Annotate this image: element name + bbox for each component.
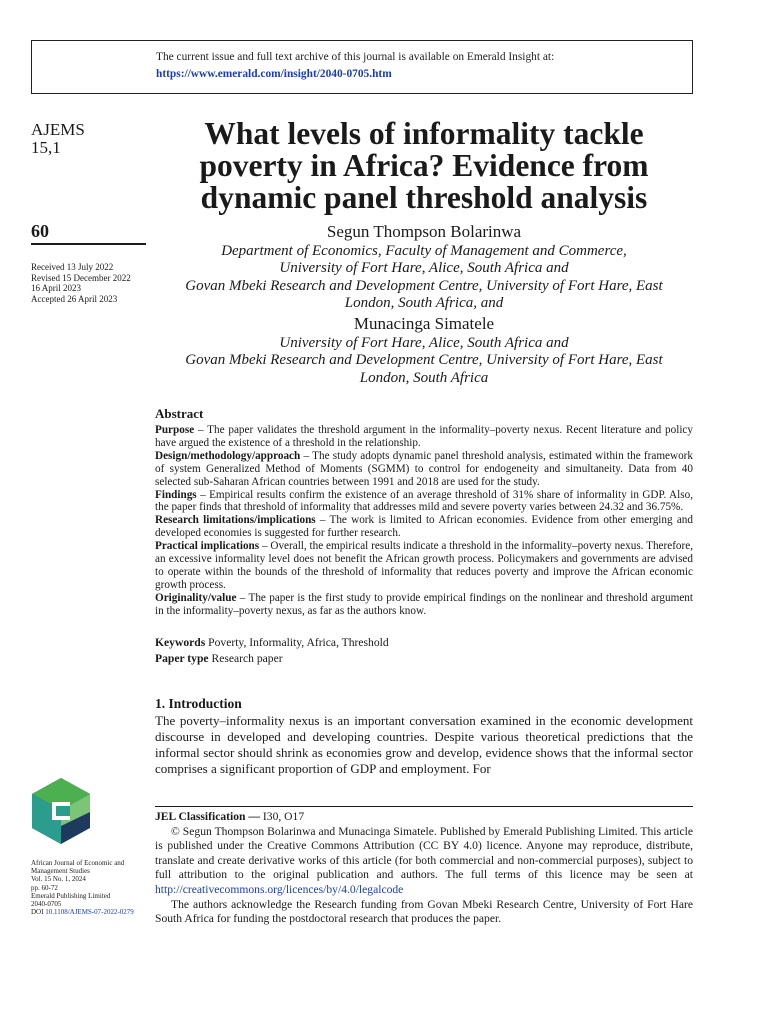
license-statement: © Segun Thompson Bolarinwa and Munacinga Simatele. Published by Emerald Publishing Limited. This article is published under the Creative Commons Attribution (CC BY 4.0) licence. Anyone may reproduce, distribute, translate and create derivative works of this article (for both commercial and non-commercial purposes), subject to full attribution to the original publication and authors. The full terms of this licence may be seen at http://creativecommons.org/licences/by/4.0/legalcode (155, 824, 693, 896)
doi-link[interactable]: 10.1108/AJEMS-07-2022-0279 (45, 908, 134, 917)
introduction-text: The poverty–informality nexus is an important conversation examined in the economic development discourse in developed and developing countries. Despite various theoretical predictions that the informal sector should shrink as economies grow and develop, evidence shows that the informal sector comprises a significant proportion of GDP and employment. For (155, 713, 693, 776)
doi: DOI 10.1108/AJEMS-07-2022-0279 (31, 908, 134, 917)
journal-link[interactable]: https://www.emerald.com/insight/2040-0705.htm (156, 68, 392, 80)
keywords: Keywords Poverty, Informality, Africa, Threshold (155, 636, 389, 649)
license-link[interactable]: http://creativecommons.org/licences/by/4.0/legalcode (155, 882, 404, 896)
abstract-findings: Findings – Empirical results confirm the existence of an average threshold of 31% share of informality in GDP. Also, the paper finds that threshold of informality that addresses mild and severe poverty varies between 24.32 and 36.75%. (155, 488, 693, 514)
abstract-purpose: Purpose – The paper validates the threshold argument in the informality–poverty nexus. Recent literature and policy have argued the existence of a threshold in the relationship. (155, 424, 693, 449)
jel-classification: JEL Classification — I30, O17 (155, 810, 305, 823)
abstract-design: Design/methodology/approach – The study adopts dynamic panel threshold analysis, estimated within the framework of system Generalized Method of Moments (SGMM) to control for endogeneity and simultaneity. Data from 40 selected sub-Saharan African countries between 1991 and 2018 are used for the study. (155, 449, 693, 488)
journal-abbreviation: AJEMS 15,1 (31, 120, 85, 157)
abstract-body (155, 424, 693, 618)
footnote (155, 810, 693, 927)
abstract-heading: Abstract (155, 406, 204, 421)
submission-dates: Received 13 July 2022 Revised 15 December 2022 16 April 2023 Accepted 26 April 2023 (31, 262, 131, 304)
page-rule (31, 243, 146, 245)
abstract-originality: Originality/value – The paper is the first study to provide empirical findings on the nonlinear and threshold argument in the informality–poverty nexus, as far as the authors know. (155, 591, 693, 617)
author-name-1: Segun Thompson Bolarinwa (326, 222, 522, 241)
author-affiliation-2: University of Fort Hare, Alice, South Africa and Govan Mbeki Research and Development Centre, University of Fort Hare, East London, South Africa (185, 335, 663, 386)
abstract-practical: Practical implications – Overall, the empirical results indicate a threshold in the informality–poverty nexus. Therefore, an excessive informality level does not benefit the African growth process. Policymakers and governments are advised to operate within the bounds of the threshold of informality that reduces poverty and improve the African economic growth process. (155, 540, 693, 591)
introduction-heading: 1. Introduction (155, 696, 242, 711)
author-affiliation-1: Department of Economics, Faculty of Management and Commerce, University of Fort Hare, Alice, South Africa and Govan Mbeki Research and Development Centre, University of Fort Hare, East London, South Africa, and (185, 243, 663, 312)
abstract-limitations: Research limitations/implications – The work is limited to African economies. Evidence from other emerging and developed economies is suggested for further research. (155, 514, 693, 540)
journal-info: African Journal of Economic and Management Studies Vol. 15 No. 1, 2024 pp. 60-72 Emerald Publishing Limited 2040-0705 DOI 10.1108/AJEMS-07-2022-0279 (31, 859, 149, 916)
header-box (31, 40, 693, 94)
footnote-rule (155, 806, 693, 807)
logo-inner-icon (56, 806, 70, 816)
acknowledgement: The authors acknowledge the Research funding from Govan Mbeki Research Centre, University of Fort Hare South Africa for funding the postdoctoral research that produces the paper. (155, 897, 693, 926)
article-title: What levels of informality tackle poverty in Africa? Evidence from dynamic panel threshold analysis (199, 116, 649, 215)
archive-notice: The current issue and full text archive of this journal is available on Emerald Insight at: (156, 51, 555, 63)
page-number: 60 (31, 221, 49, 241)
author-name-2: Munacinga Simatele (353, 314, 495, 333)
paper-type: Paper type Research paper (155, 652, 283, 665)
publisher-logo-icon (30, 776, 92, 846)
